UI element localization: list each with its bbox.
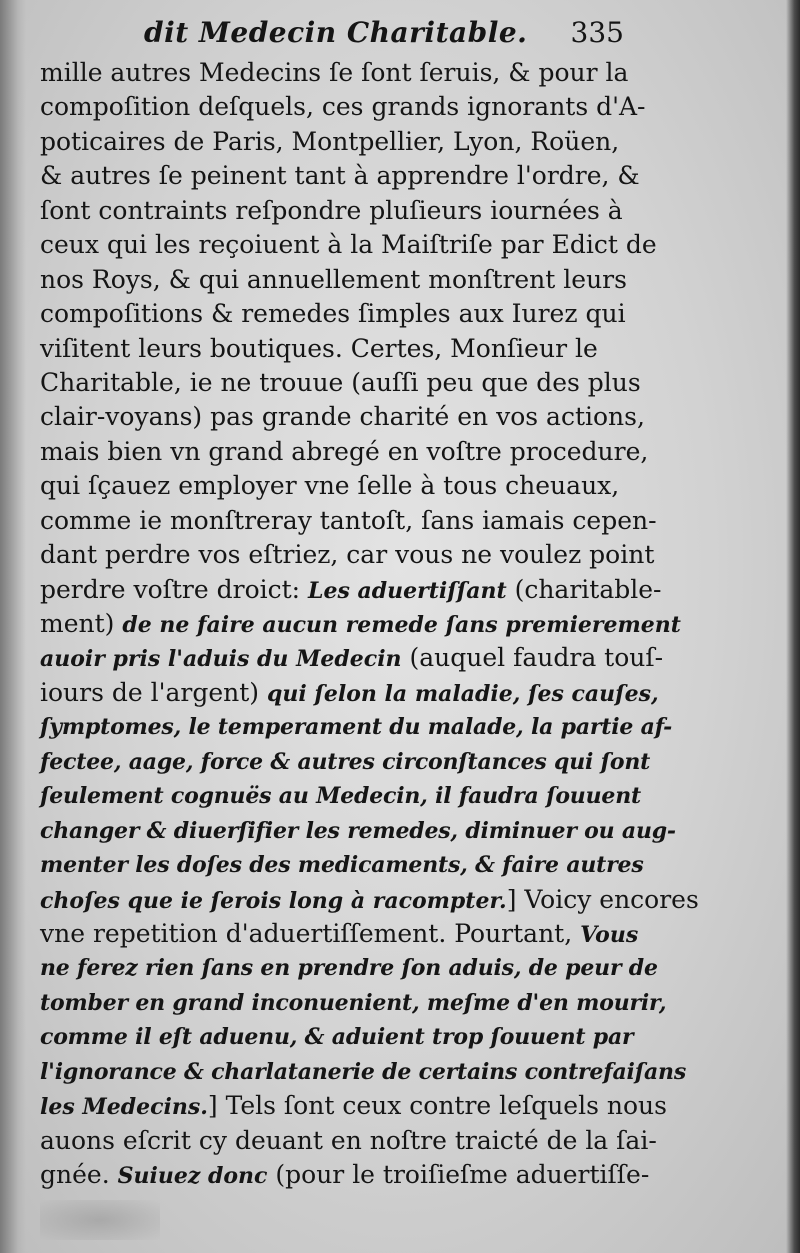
roman-text: ] Voicy encores	[506, 884, 699, 914]
text-line: dant perdre vos eſtriez, car vous ne voulez point	[40, 540, 655, 570]
page-edge-shadow	[786, 0, 800, 1253]
text-line: ſeulement cognuës au Medecin, il faudra ſouuent	[40, 783, 641, 810]
text-line	[40, 676, 659, 710]
text-line: comme ie monſtreray tantoſt, ſans iamais cepen-	[40, 505, 657, 535]
text-line: menter les doſes des medicaments, & faire autres	[40, 852, 644, 879]
text-line: & autres ſe peinent tant à apprendre l'ordre, &	[40, 161, 640, 191]
italic-text: les Medecins.	[40, 1094, 208, 1121]
running-head: dit Medecin Charitable.	[144, 16, 528, 49]
roman-text: ] Tels ſont ceux contre leſquels nous	[207, 1091, 667, 1121]
italic-text: Les aduertiſſant	[308, 577, 507, 604]
text-line: comme il eſt aduenu, & aduient trop ſouuent par	[40, 1024, 634, 1051]
roman-text: iours de l'argent)	[40, 677, 267, 707]
text-line: compoſition deſquels, ces grands ignorants d'A-	[40, 92, 646, 122]
text-line: viſitent leurs boutiques. Certes, Monſieur le	[40, 333, 598, 363]
text-block	[40, 14, 699, 1192]
italic-text: de ne faire aucun remede ſans premierement	[122, 612, 681, 638]
roman-text: perdre voſtre droict:	[40, 574, 309, 604]
text-line	[40, 1158, 650, 1192]
text-line: poticaires de Paris, Montpellier, Lyon, Roüen,	[40, 126, 620, 156]
text-line: ſymptomes, le temperament du malade, la partie af-	[40, 714, 673, 741]
text-line: fectee, aage, force & autres circonſtances qui ſont	[40, 748, 651, 775]
text-line: changer & diuerſifier les remedes, diminuer ou aug-	[40, 817, 676, 844]
roman-text: (pour le troiſieſme aduertiſſe-	[267, 1160, 650, 1189]
text-line	[40, 607, 681, 641]
page-header	[40, 14, 622, 56]
text-line: tomber en grand inconuenient, meſme d'en mourir,	[40, 989, 667, 1016]
text-line: ſont contraints reſpondre pluſieurs iournées à	[40, 195, 623, 225]
text-line: Charitable, ie ne trouue (auſſi peu que des plus	[40, 367, 641, 397]
italic-text: auoir pris l'aduis du Medecin	[40, 646, 402, 673]
roman-text: ment)	[40, 609, 123, 638]
text-line: l'ignorance & charlatanerie de certains contrefaiſans	[40, 1058, 687, 1085]
roman-text: (charitable-	[506, 574, 662, 604]
binding-gutter	[0, 0, 26, 1253]
text-line: ne ferez rien ſans en prendre ſon aduis, de peur de	[40, 955, 658, 982]
text-line	[40, 573, 662, 607]
text-line	[40, 641, 664, 675]
roman-text: vne repetition d'aduertiſſement. Pourtant,	[40, 918, 581, 948]
text-line: compoſitions & remedes ſimples aux Iurez qui	[40, 299, 626, 329]
text-line: qui ſçauez employer vne ſelle à tous cheuaux,	[40, 471, 620, 501]
text-line: clair-voyans) pas grande charité en vos actions,	[40, 402, 645, 432]
text-line	[40, 883, 699, 917]
text-line: mais bien vn grand abregé en voſtre procedure,	[40, 436, 649, 466]
text-line: auons eſcrit cy deuant en noſtre traicté de la ſai-	[40, 1125, 657, 1155]
text-line: nos Roys, & qui annuellement monſtrent leurs	[40, 264, 627, 294]
text-line: mille autres Medecins ſe ſont ſeruis, & pour la	[40, 58, 629, 87]
text-line	[40, 917, 639, 951]
italic-text: qui ſelon la maladie, ſes cauſes,	[267, 680, 659, 707]
roman-text: (auquel faudra touſ-	[401, 643, 664, 673]
page-number: 335	[570, 16, 624, 49]
roman-text: gnée.	[40, 1160, 118, 1189]
italic-text: Vous	[580, 921, 639, 948]
text-line: ceux qui les reçoiuent à la Maiſtriſe par Edict de	[40, 230, 657, 260]
body-text	[40, 56, 699, 1192]
italic-text: Suiuez donc	[117, 1163, 268, 1189]
ink-bleed	[40, 1200, 160, 1240]
italic-text: choſes que ie ſerois long à racompter.	[40, 887, 507, 914]
text-line	[40, 1089, 667, 1123]
